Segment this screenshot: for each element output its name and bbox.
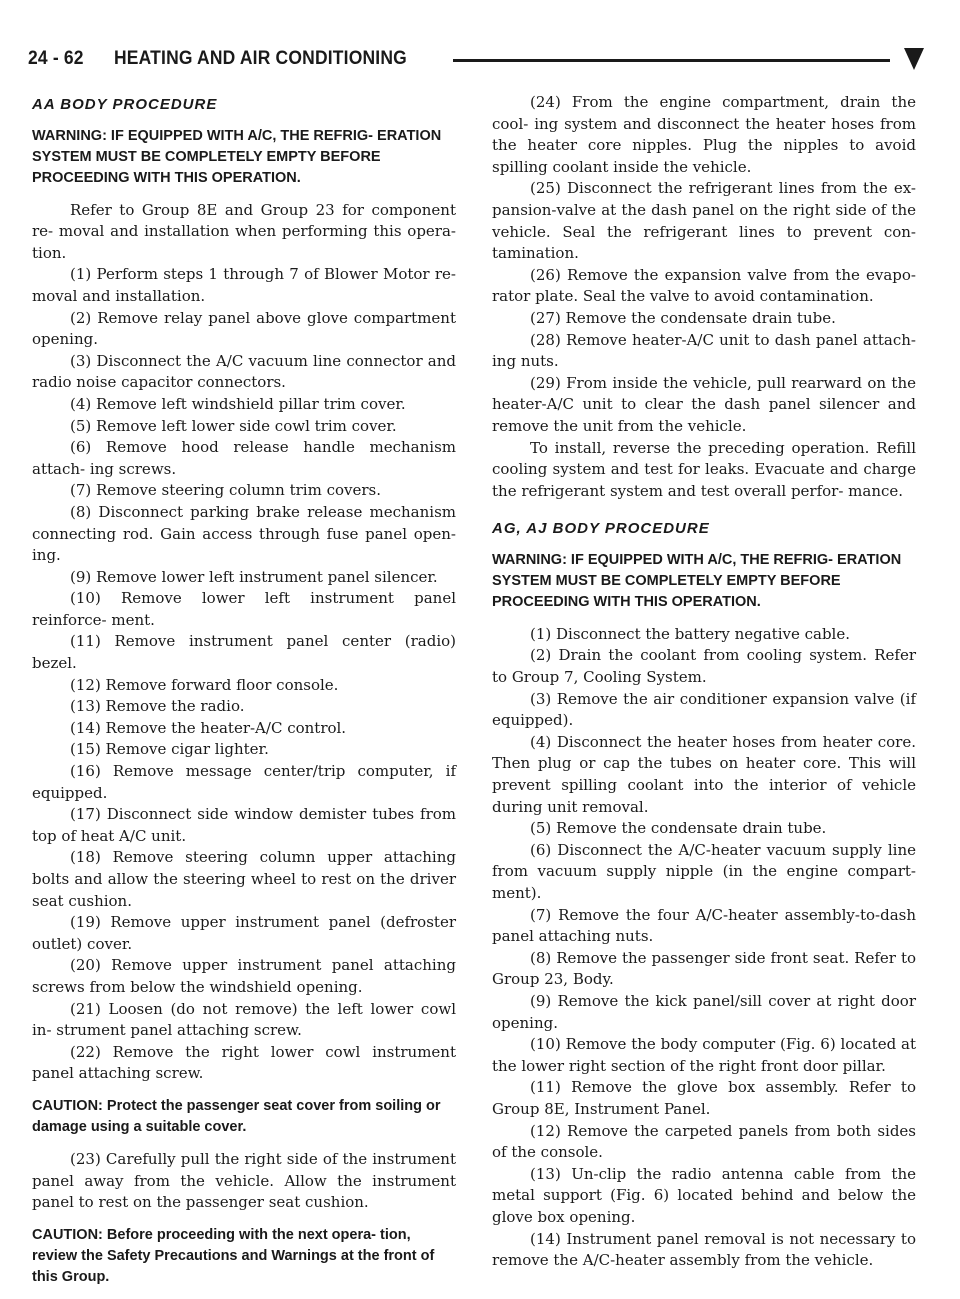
caution-text: CAUTION: Protect the passenger seat cover from soiling or damage using a suitable cover. <box>32 1097 441 1135</box>
step-item: (2) Drain the coolant from cooling system. Refer to Group 7, Cooling System. <box>492 646 916 687</box>
step-item: (2) Remove relay panel above glove compartment opening. <box>32 308 456 349</box>
step-item: (12) Remove the carpeted panels from both sides of the console. <box>492 1121 916 1162</box>
step-item: (1) Perform steps 1 through 7 of Blower Motor re- moval and installation. <box>32 265 456 305</box>
step-item: (7) Remove the four A/C-heater assembly-to-dash panel attaching nuts. <box>492 905 916 946</box>
step-item: (12) Remove forward floor console. <box>70 675 339 694</box>
step-item: (9) Remove lower left instrument panel silencer. <box>70 567 438 586</box>
step-item: (8) Disconnect parking brake release mechanism connecting rod. Gain access through fuse panel open- ing. <box>32 502 456 565</box>
step-item: (14) Instrument panel removal is not necessary to remove the A/C-heater assembly from the vehicle. <box>492 1229 916 1270</box>
step-item: (28) Remove heater-A/C unit to dash panel attach- ing nuts. <box>492 330 916 371</box>
page-header <box>28 44 932 78</box>
step-item: (6) Disconnect the A/C-heater vacuum supply line from vacuum supply nipple (in the engine compart- ment). <box>492 840 916 902</box>
step-item: (1) Disconnect the battery negative cable. <box>530 624 851 643</box>
install-paragraph: To install, reverse the preceding operation. Refill cooling system and test for leaks. Evacuate and charge the refrigerant system and test overall perfor- mance. <box>492 438 916 500</box>
step-item: (10) Remove lower left instrument panel reinforce- ment. <box>32 589 456 629</box>
step-item: (11) Remove the glove box assembly. Refer to Group 8E, Instrument Panel. <box>492 1078 916 1118</box>
warning-text: WARNING: IF EQUIPPED WITH A/C, THE REFRIG- ERATION SYSTEM MUST BE COMPLETELY EMPTY BEFORE PROCEEDING WITH THIS OPERATION. <box>32 127 442 186</box>
warning-text: WARNING: IF EQUIPPED WITH A/C, THE REFRIG- ERATION SYSTEM MUST BE COMPLETELY EMPTY BEFORE PROCEEDING WITH THIS OPERATION. <box>492 551 902 610</box>
step-item: (5) Remove left lower side cowl trim cover. <box>70 416 397 435</box>
caution-text: CAUTION: Before proceeding with the next opera- tion, review the Safety Precautions and Warnings at the front of this Group. <box>32 1226 435 1285</box>
step-item: (29) From inside the vehicle, pull rearward on the heater-A/C unit to clear the dash panel silencer and remove the unit from the vehicle. <box>492 373 916 435</box>
step-item: (25) Disconnect the refrigerant lines from the ex- pansion-valve at the dash panel on the right side of the vehicle. Seal the refrigerant lines to prevent con- tamination. <box>492 179 916 263</box>
step-item: (13) Remove the radio. <box>70 697 245 716</box>
step-item: (24) From the engine compartment, drain the cool- ing system and disconnect the heater hoses from the heater core nipples. Plug the nipples to avoid spilling coolant inside the vehicle. <box>492 93 916 176</box>
step-item: (23) Carefully pull the right side of the instrument panel away from the vehicle. Allow the instrument panel to rest on the passenger seat cushion. <box>32 1149 456 1212</box>
step-item: (4) Remove left windshield pillar trim cover. <box>70 394 406 413</box>
step-item: (18) Remove steering column upper attaching bolts and allow the steering wheel to rest on the driver seat cushion. <box>32 848 456 910</box>
intro-paragraph: Refer to Group 8E and Group 23 for component re- moval and installation when performing this opera- tion. <box>32 200 456 262</box>
step-item: (27) Remove the condensate drain tube. <box>530 308 836 327</box>
step-item: (15) Remove cigar lighter. <box>70 740 269 759</box>
header-rule <box>453 59 890 62</box>
step-item: (7) Remove steering column trim covers. <box>70 481 381 500</box>
left-column <box>32 88 456 1299</box>
section-title-aa-body: AA BODY PROCEDURE <box>32 96 218 113</box>
step-item: (22) Remove the right lower cowl instrument panel attaching screw. <box>32 1042 456 1083</box>
step-item: (6) Remove hood release handle mechanism attach- ing screws. <box>32 438 456 478</box>
step-item: (21) Loosen (do not remove) the left lower cowl in- strument panel attaching screw. <box>32 999 456 1040</box>
step-item: (4) Disconnect the heater hoses from heater core. Then plug or cap the tubes on heater core. This will prevent spilling coolant into the interior of vehicle during unit removal. <box>492 732 916 816</box>
page-number: 24 - 62 <box>28 48 84 69</box>
step-item: (16) Remove message center/trip computer, if equipped. <box>32 762 456 802</box>
step-item: (3) Disconnect the A/C vacuum line connector and radio noise capacitor connectors. <box>32 351 456 392</box>
step-item: (11) Remove instrument panel center (radio) bezel. <box>32 632 456 673</box>
chrysler-pentastar-icon <box>904 48 924 70</box>
step-item: (17) Disconnect side window demister tubes from top of heat A/C unit. <box>32 805 456 845</box>
step-item: (3) Remove the air conditioner expansion valve (if equipped). <box>492 689 916 730</box>
step-item: (20) Remove upper instrument panel attaching screws from below the windshield opening. <box>32 956 456 996</box>
right-column <box>492 92 916 1272</box>
step-item: (13) Un-clip the radio antenna cable from the metal support (Fig. 6) located behind and below the glove box opening. <box>492 1164 916 1226</box>
section-title-ag-aj-body: AG, AJ BODY PROCEDURE <box>492 520 710 538</box>
step-item: (9) Remove the kick panel/sill cover at right door opening. <box>492 991 916 1032</box>
step-item: (8) Remove the passenger side front seat. Refer to Group 23, Body. <box>492 948 916 989</box>
step-item: (19) Remove upper instrument panel (defroster outlet) cover. <box>32 913 456 953</box>
page-title: HEATING AND AIR CONDITIONING <box>114 48 407 69</box>
step-item: (26) Remove the expansion valve from the evapo- rator plate. Seal the valve to avoid contamination. <box>492 265 916 306</box>
step-item: (14) Remove the heater-A/C control. <box>70 718 347 737</box>
step-item: (10) Remove the body computer (Fig. 6) located at the lower right section of the right front door pillar. <box>492 1035 916 1075</box>
step-item: (5) Remove the condensate drain tube. <box>530 819 827 838</box>
